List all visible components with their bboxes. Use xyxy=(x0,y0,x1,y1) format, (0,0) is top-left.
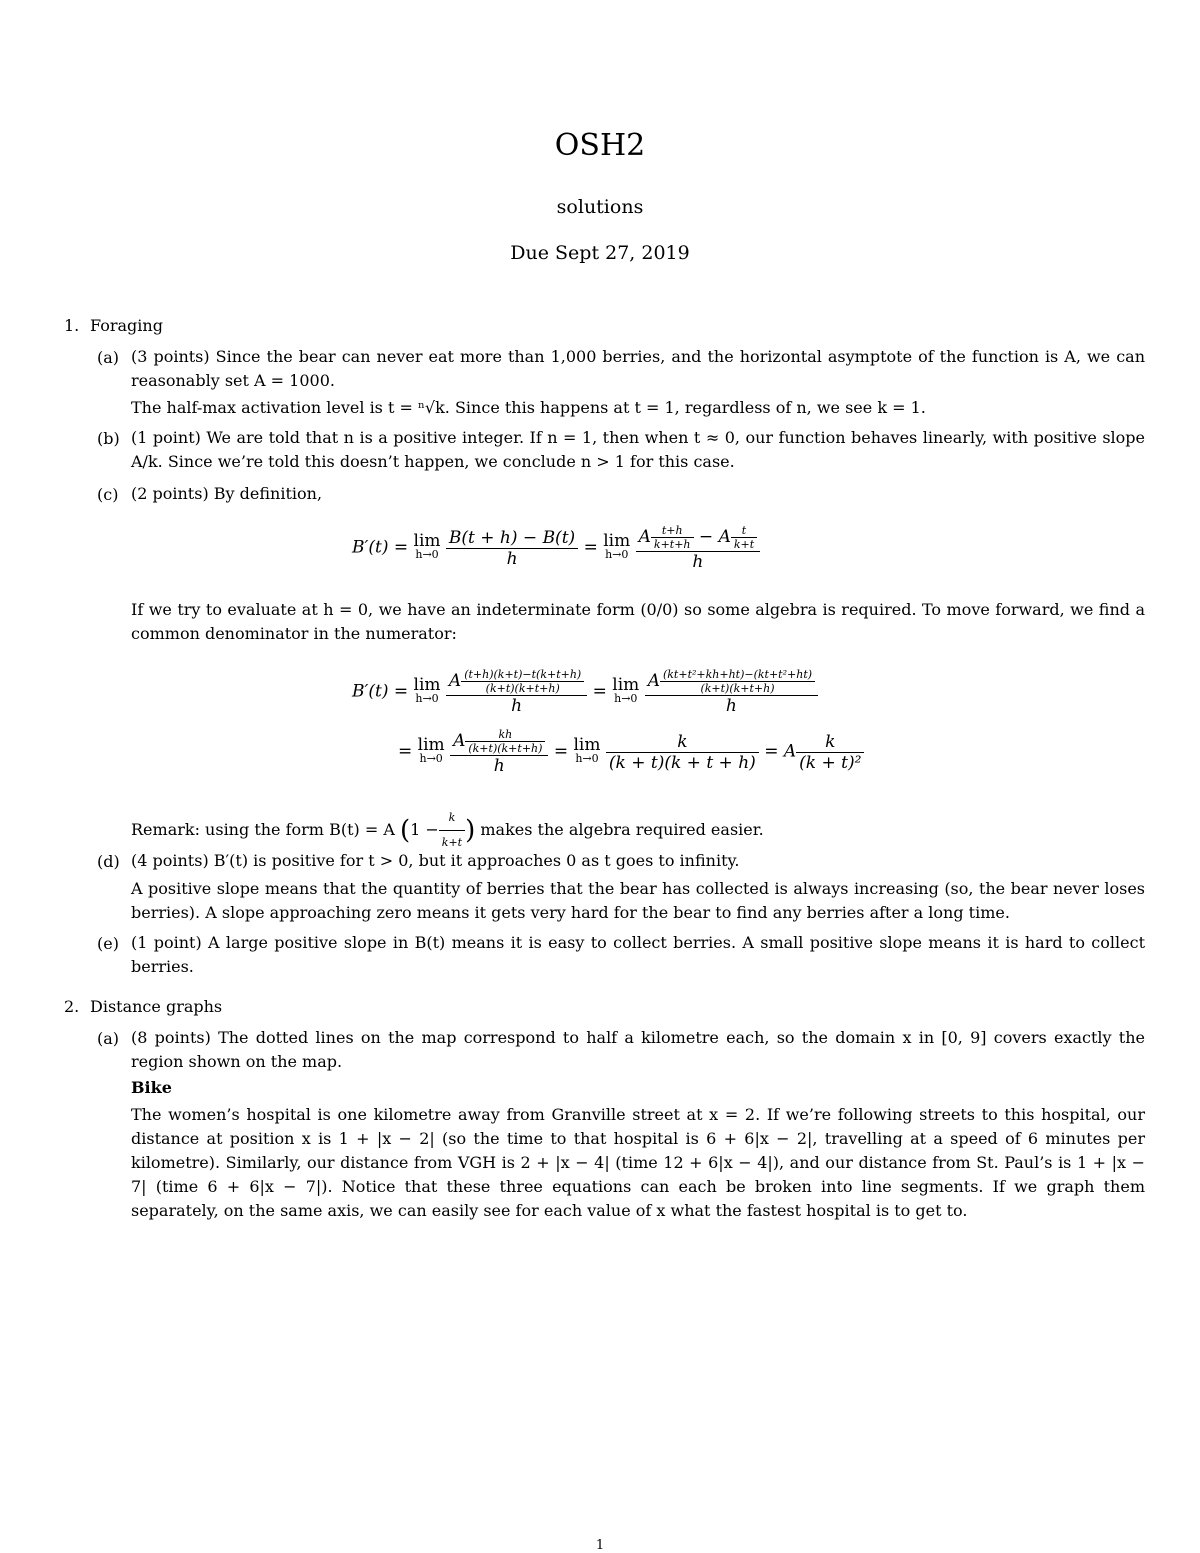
eq2-inner-top-3: kh xyxy=(498,728,513,741)
eq2-limit-2 xyxy=(612,675,640,706)
eq1-num-2 xyxy=(636,524,761,551)
eq1-den-1: h xyxy=(446,548,578,569)
part-1a-text-2: The half-max activation level is t = ⁿ√k. Since this happens at t = 1, regardless of n, we see k = 1. xyxy=(131,398,926,417)
eq1-frac-2 xyxy=(636,524,761,572)
eq2-A-3: A xyxy=(453,731,466,751)
eq2-num-1 xyxy=(446,668,587,695)
eq1-inner-bot-1: k+t+h xyxy=(651,537,694,551)
document-subtitle: solutions xyxy=(556,196,644,218)
eq1-inner-top-1: t+h xyxy=(661,524,683,537)
eq2-inner-frac-3 xyxy=(465,728,545,755)
remark-paren-open: ( xyxy=(399,815,411,846)
part-1c-mid-text: If we try to evaluate at h = 0, we have an indeterminate form (0/0) so some algebra is required. To move forward, we find a common denominator in the numerator: xyxy=(131,600,1145,643)
eq2-num-3 xyxy=(450,728,548,755)
page-number: 1 xyxy=(595,1538,605,1553)
eq2-num-4: k xyxy=(677,731,688,752)
eq1-num-1: B(t + h) − B(t) xyxy=(448,527,576,548)
eq2-lim-word-3: lim xyxy=(417,735,445,755)
remark-frac-top: k xyxy=(448,811,456,824)
eq1-limit xyxy=(413,531,441,562)
eq1-lim-word: lim xyxy=(413,531,441,551)
eq2-limit-1 xyxy=(413,675,441,706)
eq2-inner-top-2: (kt+t²+kh+ht)−(kt+t²+ht) xyxy=(662,668,813,681)
eq2-lhs: B′(t) = xyxy=(352,681,409,702)
eq2-frac-4 xyxy=(606,732,759,773)
eq2-den-2: h xyxy=(645,695,818,716)
part-2a-bike-text: The women’s hospital is one kilometre away from Granville street at x = 2. If we’re following streets to this hospital, our distance at position x is 1 + |x − 2| (so the time to that hospital is 6 + 6|x − 2|, travelling at a speed of 6 minutes per kilometre). Similarly, our distance from VGH is 2 + |x − 4| (time 12 + 6|x − 4|), and our distance from St. Paul’s is 1 + |x − 7| (time 6 + 6|x − 7|). Notice that these three equations can each be broken into line segments. If we graph them separately, on the same axis, we can easily see for each value of x what the fastest hospital is to get to. xyxy=(131,1105,1145,1220)
document-title: OSH2 xyxy=(554,128,646,163)
part-1d-text-2: A positive slope means that the quantity of berries that the bear has collected is always increasing (so, the bear never loses berries). A slope approaching zero means it gets very hard for the bear to find any berries after a long time. xyxy=(131,879,1145,922)
eq2-frac-3 xyxy=(450,728,548,776)
eq2-num-2 xyxy=(645,668,818,695)
eq2-den-1: h xyxy=(446,695,587,716)
question-1-number: 1. xyxy=(64,316,80,335)
eq2-inner-top-1: (t+h)(k+t)−t(k+t+h) xyxy=(464,668,582,681)
remark-pre: Remark: using the form B(t) = A xyxy=(131,820,395,839)
part-1c-label: (c) xyxy=(97,485,119,504)
eq2-lim-word-1: lim xyxy=(413,675,441,695)
part-1b-text: (1 point) We are told that n is a positive integer. If n = 1, then when t ≈ 0, our function behaves linearly, with positive slope A/k. Since we’re told this doesn’t happen, we conclude n > 1 for this case. xyxy=(131,428,1145,471)
part-1e-text: (1 point) A large positive slope in B(t) means it is easy to collect berries. A small positive slope means it is hard to collect berries. xyxy=(131,933,1145,976)
eq1-inner-frac-1 xyxy=(651,524,694,551)
part-1e-label: (e) xyxy=(97,934,119,953)
eq2-frac-5 xyxy=(796,732,864,773)
eq2-frac-2 xyxy=(645,668,818,716)
remark-frac-bot: k+t xyxy=(439,830,465,855)
eq1-lim-sub: h→0 xyxy=(415,548,439,561)
question-2-number: 2. xyxy=(64,997,80,1016)
eq1-inner-top-2: t xyxy=(741,524,747,537)
eq1-frac-1 xyxy=(446,528,578,569)
eq1-equals: = xyxy=(583,537,598,558)
eq2-equals-1: = xyxy=(592,681,607,702)
eq2-den-5: (k + t)² xyxy=(796,752,864,773)
eq1-lim-word-2: lim xyxy=(603,531,631,551)
part-2a-text: (8 points) The dotted lines on the map correspond to half a kilometre each, so the domain x in [0, 9] covers exactly the region shown on the map. xyxy=(131,1028,1145,1071)
eq1-den-2: h xyxy=(636,551,761,572)
eq2-limit-4 xyxy=(573,735,601,766)
eq2-A-1: A xyxy=(448,671,462,691)
remark-inner: 1 − xyxy=(410,820,439,839)
common-denominator-equation-line-1 xyxy=(352,668,818,716)
eq2-inner-bot-3: (k+t)(k+t+h) xyxy=(465,741,545,755)
part-2a-label: (a) xyxy=(97,1029,120,1048)
part-1b-label: (b) xyxy=(97,429,120,448)
eq2-den-3: h xyxy=(450,755,548,776)
eq2-equals-3: = xyxy=(553,741,569,762)
remark-frac xyxy=(439,806,465,855)
eq2-num-5: k xyxy=(825,731,836,752)
bike-heading: Bike xyxy=(131,1078,172,1097)
eq1-inner-bot-2: k+t xyxy=(731,537,757,551)
eq2-inner-bot-1: (k+t)(k+t+h) xyxy=(461,681,584,695)
due-date: Due Sept 27, 2019 xyxy=(510,242,690,264)
eq2-inner-frac-1 xyxy=(461,668,584,695)
eq2-lim-sub-1: h→0 xyxy=(415,692,439,705)
eq2-lim-sub-3: h→0 xyxy=(419,752,443,765)
question-1-title: Foraging xyxy=(90,316,163,335)
part-1a-label: (a) xyxy=(97,348,120,367)
remark-post: makes the algebra required easier. xyxy=(480,820,764,839)
eq2-frac-1 xyxy=(446,668,587,716)
common-denominator-equation-line-2 xyxy=(398,728,864,776)
eq2-limit-3 xyxy=(417,735,445,766)
eq1-A: A xyxy=(638,527,651,547)
eq2-lim-sub-4: h→0 xyxy=(575,752,599,765)
eq1-lim-sub-2: h→0 xyxy=(605,548,629,561)
eq1-minus-A: − A xyxy=(698,527,731,547)
eq2-inner-frac-2 xyxy=(660,668,815,695)
part-1c-intro: (2 points) By definition, xyxy=(131,484,323,503)
eq2-equals-4: = xyxy=(764,741,779,762)
remark-paren-close: ) xyxy=(465,815,476,846)
eq1-limit-2 xyxy=(603,531,631,562)
remark-line xyxy=(131,806,1145,855)
eq2-den-4: (k + t)(k + t + h) xyxy=(606,752,759,773)
eq2-lim-sub-2: h→0 xyxy=(614,692,638,705)
eq2-A-4: A xyxy=(783,741,797,762)
eq2-lim-word-4: lim xyxy=(573,735,601,755)
part-1d-text: (4 points) B′(t) is positive for t > 0, but it approaches 0 as t goes to infinity. xyxy=(131,851,740,870)
derivative-definition-equation xyxy=(352,524,760,572)
eq1-inner-frac-2 xyxy=(731,524,757,551)
eq2-equals-2: = xyxy=(398,741,413,762)
part-1d-label: (d) xyxy=(97,852,120,871)
part-1a-text: (3 points) Since the bear can never eat more than 1,000 berries, and the horizontal asymptote of the function is A, we can reasonably set A = 1000. xyxy=(131,347,1145,390)
eq1-lhs: B′(t) = xyxy=(352,537,409,558)
eq2-lim-word-2: lim xyxy=(612,675,640,695)
eq2-inner-bot-2: (k+t)(k+t+h) xyxy=(660,681,815,695)
question-2-title: Distance graphs xyxy=(90,997,223,1016)
eq2-A-2: A xyxy=(647,671,660,691)
